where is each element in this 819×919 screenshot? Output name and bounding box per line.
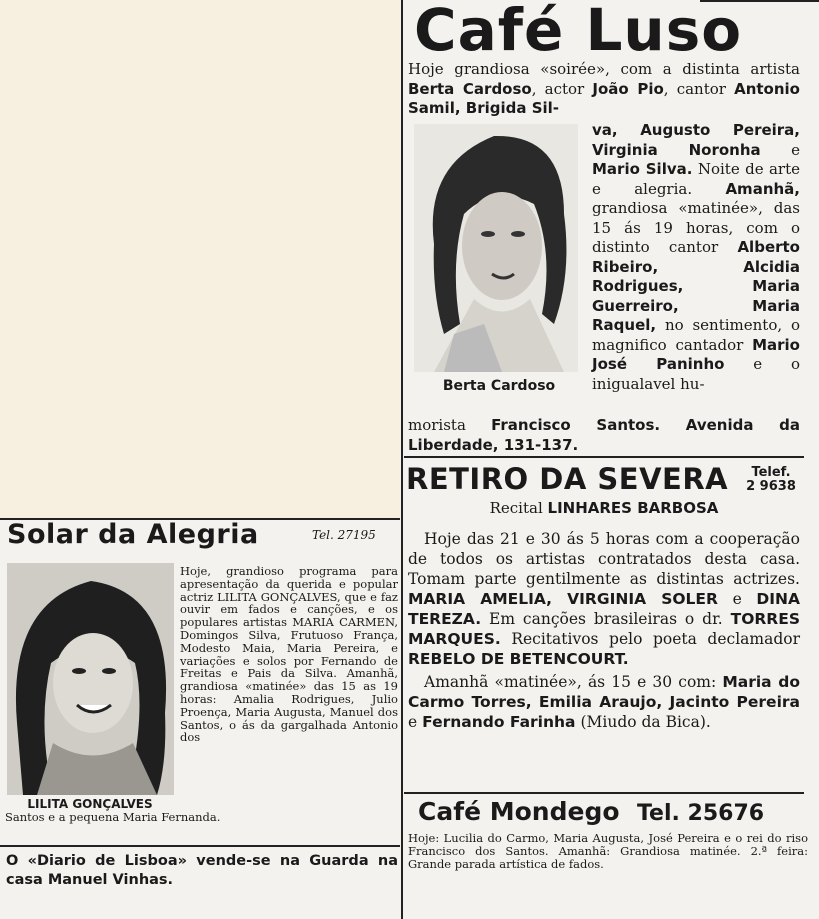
- text-segment: DINA TEREZA.: [408, 590, 800, 628]
- text-segment: no sentimento, o magnifico cantador: [592, 316, 800, 354]
- lilita-goncalves-caption: LILITA GONÇALVES: [27, 797, 153, 811]
- text-segment: grandiosa «matinée», das 15 ás 19 horas, com o distinto cantor: [592, 199, 800, 256]
- mondego-tel: Tel. 25676: [636, 801, 765, 826]
- retiro-text: [408, 529, 800, 732]
- text-segment: Francisco Santos. Avenida da Liberdade, 131-137.: [408, 416, 800, 454]
- text-segment: Mario José Paninho: [592, 335, 800, 373]
- text-segment: , actor: [531, 79, 593, 98]
- mondego-name: Café Mondego: [418, 797, 620, 826]
- retiro-title: RETIRO DA SEVERA: [406, 462, 729, 496]
- solar-end-text: Santos e a pequena Maria Fernanda.: [5, 810, 221, 824]
- retiro-paragraph-2: [408, 672, 800, 732]
- retiro-telephone: [736, 466, 806, 494]
- retiro-paragraph-1: [408, 529, 800, 669]
- text-segment: Hoje grandiosa «soirée», com a distinta artista: [408, 60, 800, 78]
- text-segment: Amanhã,: [725, 179, 800, 198]
- retiro-subtitle-name: LINHARES BARBOSA: [547, 499, 719, 517]
- text-segment: Maria do Carmo Torres, Emilia Araujo, Jacinto Pereira: [408, 673, 800, 711]
- retiro-tel-label: Telef.: [751, 465, 791, 480]
- cafe-luso-side-text: [592, 121, 800, 394]
- text-segment: MARIA AMELIA, VIRGINIA SOLER: [408, 590, 718, 608]
- mondego-title: [418, 797, 764, 826]
- text-segment: Antonio Samil, Brigida Sil-: [408, 79, 800, 117]
- text-segment: Noite de arte e alegria.: [592, 160, 800, 198]
- text-segment: Mario Silva.: [592, 160, 693, 178]
- cafe-luso-title: Café Luso: [414, 0, 743, 64]
- divider-luso-retiro: [404, 456, 804, 458]
- text-segment: Berta Cardoso: [408, 79, 532, 98]
- text-segment: e: [408, 713, 423, 731]
- divider-retiro-mondego: [404, 792, 804, 794]
- cafe-luso-end-text: [408, 416, 800, 455]
- portrait-photo-icon: [7, 563, 174, 795]
- solar-side-text: Hoje, grandioso programa para apresentação da querida e popular actriz LILITA GONÇALVES, que e faz ouvir em fados e canções, e os populares artistas MARIA CARMEN, Domingos Silva, Frutuoso França, Modesto Maia, Maria Pereira, e variações e solos por Fernando de Freitas e Pais da Silva. Amanhã, grandiosa «matinée» das 15 as 19 horas: Amalia Rodrigues, Julio Proença, Maria Augusta, Manuel dos Santos, o ás da gargalhada Antonio dos: [180, 564, 398, 745]
- column-divider: [401, 0, 403, 919]
- text-segment: Alberto Ribeiro, Alcidia Rodrigues, Maria Guerreiro, Maria Raquel,: [592, 238, 800, 334]
- text-segment: (Miudo da Bica).: [575, 713, 711, 731]
- blank-area: [0, 0, 400, 518]
- berta-cardoso-photo: [414, 124, 578, 372]
- text-segment: Hoje das 21 e 30 ás 5 horas com a cooperação de todos os artistas contratados desta casa. Tomam parte gentilmente as distintas actrizes.: [408, 530, 800, 588]
- solar-title: Solar da Alegria: [7, 519, 259, 550]
- text-segment: , cantor: [663, 79, 735, 98]
- text-segment: Recitativos pelo poeta declamador: [500, 630, 800, 648]
- text-segment: Em canções brasileiras o dr.: [481, 610, 731, 628]
- text-segment: e: [760, 140, 800, 159]
- text-segment: Fernando Farinha: [422, 713, 576, 731]
- lilita-goncalves-photo: [7, 563, 174, 795]
- text-segment: va, Augusto Pereira, Virginia Noronha: [592, 121, 800, 159]
- mondego-text: Hoje: Lucilia do Carmo, Maria Augusta, José Pereira e o rei do riso Francisco dos Santos. Amanhã: Grandiosa matinée. 2.ª feira: Grande parada artística de fados.: [408, 831, 808, 871]
- text-segment: REBELO DE BETENCOURT.: [408, 650, 629, 668]
- retiro-subtitle: [408, 499, 800, 517]
- divider-solar-notice: [0, 845, 400, 847]
- portrait-photo-icon: [414, 124, 578, 372]
- retiro-subtitle-prefix: Recital: [489, 499, 548, 517]
- retiro-tel-number: 2 9638: [746, 479, 796, 494]
- cafe-luso-intro: [408, 60, 800, 119]
- text-segment: morista: [408, 416, 492, 434]
- berta-cardoso-caption: Berta Cardoso: [442, 378, 556, 394]
- text-segment: João Pio: [592, 79, 664, 98]
- solar-telephone: Tel. 27195: [312, 528, 376, 542]
- text-segment: e o inigualavel hu-: [592, 355, 800, 393]
- diario-notice: O «Diario de Lisboa» vende-se na Guarda na casa Manuel Vinhas.: [6, 853, 398, 888]
- text-segment: TORRES MARQUES.: [408, 610, 800, 648]
- text-segment: e: [717, 590, 757, 608]
- text-segment: Amanhã «matinée», ás 15 e 30 com:: [424, 673, 723, 691]
